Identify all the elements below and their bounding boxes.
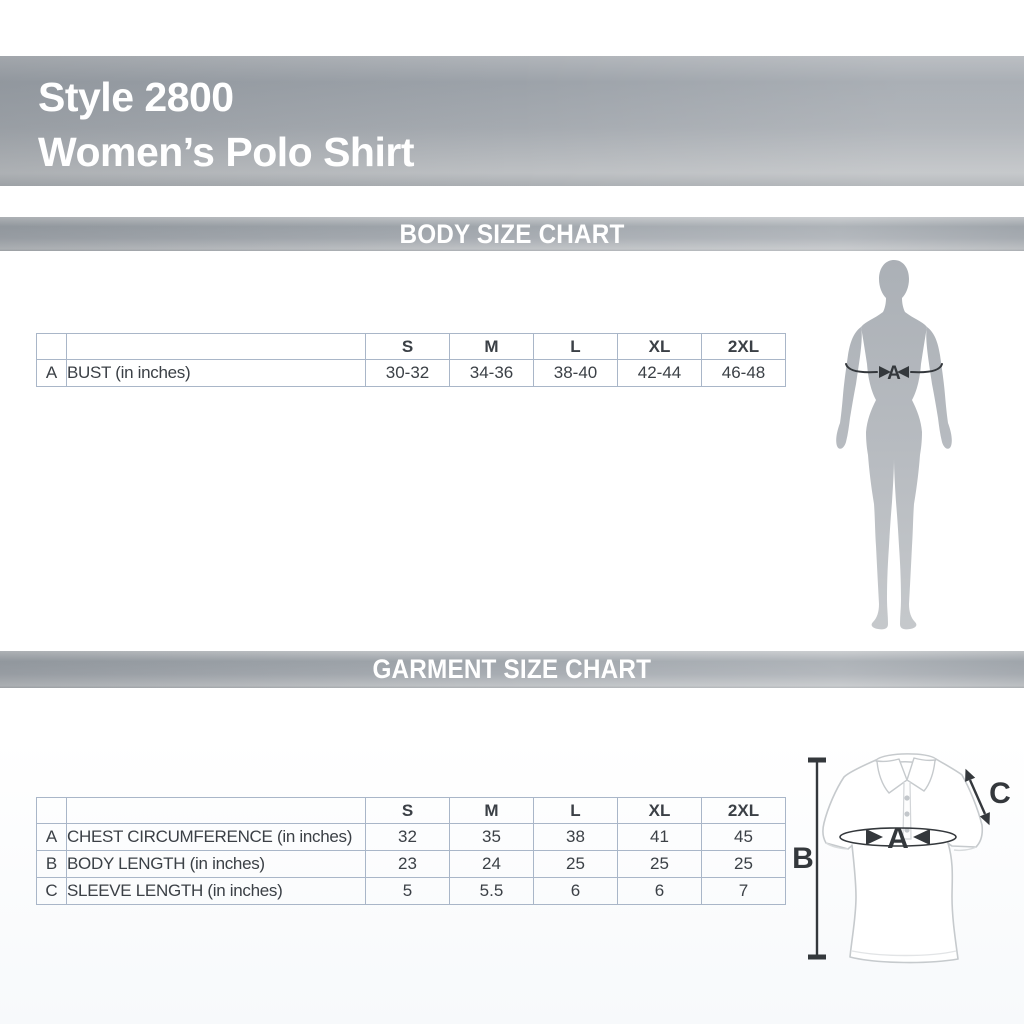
size-value-cell: 46-48 bbox=[702, 360, 786, 387]
size-value-cell: 30-32 bbox=[366, 360, 450, 387]
chest-marker-label: A bbox=[887, 822, 909, 855]
size-header-row bbox=[37, 334, 786, 360]
size-value-cell: 5.5 bbox=[450, 878, 534, 905]
size-value-cell: 6 bbox=[618, 878, 702, 905]
empty-cell bbox=[37, 334, 67, 360]
size-value-cell: 25 bbox=[618, 851, 702, 878]
title-line-2: Women’s Polo Shirt bbox=[38, 129, 414, 175]
size-header-row bbox=[37, 798, 786, 824]
row-label: CHEST CIRCUMFERENCE (in inches) bbox=[67, 824, 366, 851]
body-size-chart-banner-label: BODY SIZE CHART bbox=[399, 219, 625, 249]
size-value-cell: 38 bbox=[534, 824, 618, 851]
size-column-header: 2XL bbox=[702, 798, 786, 824]
size-column-header: M bbox=[450, 334, 534, 360]
size-column-header: M bbox=[450, 798, 534, 824]
empty-cell bbox=[67, 798, 366, 824]
size-column-header: XL bbox=[618, 334, 702, 360]
row-label: SLEEVE LENGTH (in inches) bbox=[67, 878, 366, 905]
row-letter: A bbox=[37, 360, 67, 387]
size-column-header: L bbox=[534, 334, 618, 360]
size-value-cell: 35 bbox=[450, 824, 534, 851]
chest-row bbox=[37, 824, 786, 851]
woman-silhouette bbox=[836, 260, 952, 629]
size-value-cell: 25 bbox=[702, 851, 786, 878]
garment-size-chart-banner-label: GARMENT SIZE CHART bbox=[372, 654, 652, 684]
row-label: BUST (in inches) bbox=[67, 360, 366, 387]
empty-cell bbox=[37, 798, 67, 824]
size-value-cell: 32 bbox=[366, 824, 450, 851]
body-size-table bbox=[36, 333, 786, 387]
size-column-header: L bbox=[534, 798, 618, 824]
empty-cell bbox=[67, 334, 366, 360]
size-value-cell: 34-36 bbox=[450, 360, 534, 387]
garment-size-table bbox=[36, 797, 786, 905]
row-letter: C bbox=[37, 878, 67, 905]
woman-figure-illustration bbox=[832, 256, 956, 638]
size-value-cell: 25 bbox=[534, 851, 618, 878]
bust-marker-label: A bbox=[887, 363, 901, 384]
row-letter: B bbox=[37, 851, 67, 878]
size-column-header: S bbox=[366, 334, 450, 360]
size-value-cell: 42-44 bbox=[618, 360, 702, 387]
polo-shirt bbox=[823, 754, 982, 963]
sleeve-row bbox=[37, 878, 786, 905]
body-length-row bbox=[37, 851, 786, 878]
size-value-cell: 6 bbox=[534, 878, 618, 905]
size-value-cell: 23 bbox=[366, 851, 450, 878]
size-column-header: 2XL bbox=[702, 334, 786, 360]
sleeve-marker-label: C bbox=[989, 777, 1011, 810]
body-size-chart-banner bbox=[0, 217, 1024, 251]
garment-size-chart-banner bbox=[0, 651, 1024, 688]
body-length-marker-label: B bbox=[792, 842, 814, 875]
size-value-cell: 38-40 bbox=[534, 360, 618, 387]
size-value-cell: 41 bbox=[618, 824, 702, 851]
size-value-cell: 24 bbox=[450, 851, 534, 878]
size-column-header: S bbox=[366, 798, 450, 824]
title-line-1: Style 2800 bbox=[38, 74, 234, 120]
size-column-header: XL bbox=[618, 798, 702, 824]
size-value-cell: 5 bbox=[366, 878, 450, 905]
row-label: BODY LENGTH (in inches) bbox=[67, 851, 366, 878]
row-letter: A bbox=[37, 824, 67, 851]
page-title bbox=[38, 70, 414, 180]
bust-row bbox=[37, 360, 786, 387]
title-banner bbox=[0, 56, 1024, 186]
button bbox=[904, 811, 909, 816]
size-value-cell: 7 bbox=[702, 878, 786, 905]
size-value-cell: 45 bbox=[702, 824, 786, 851]
polo-shirt-illustration bbox=[790, 745, 1020, 995]
button bbox=[904, 795, 909, 800]
